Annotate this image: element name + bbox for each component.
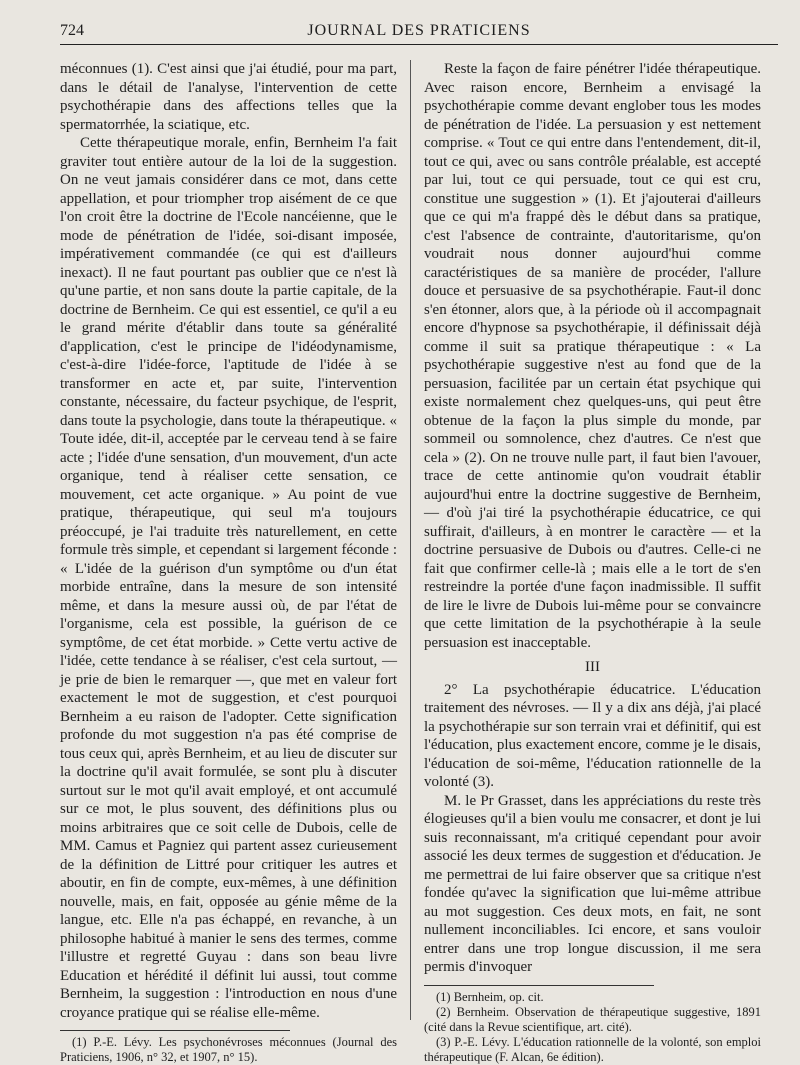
page-header xyxy=(60,14,778,45)
paragraph: Cette thérapeutique morale, enfin, Bernheim l'a fait graviter tout entière autour de la loi de la suggestion. On ne veut jamais considérer dans ce mot, dans cette appellation, et pour triompher trop aisément de ce que l'on croit être la doctrine de l'Ecole nancéienne, que le mode de pénétration de l'idée, soi-disant imposée, impérativement commandée (ce qui est d'ailleurs inexact). Il ne faut pourtant pas oublier que ce n'est là qu'une partie, et non sans doute la partie capitale, de la doctrine de Bernheim. Ce qui est essentiel, ce qu'il a eu le grand mérite d'établir dans toute sa généralité d'application, c'est le principe de l'idéodynamisme, c'est-à-dire l'idée-force, l'aptitude de l'idée à se transformer en acte et, par suite, l'intervention constante, nécessaire, du facteur psychique, de l'esprit, dans toute la psychologie, dans toute la thérapeutique. « Toute idée, dit-il, acceptée par le cerveau tend à se faire acte ; l'idée d'une sensation, d'un mouvement, d'un acte organique, tend à réaliser cette sensation, ce mouvement, cet acte organique. » Au point de vue pratique, thérapeutique, qui seul m'a toujours préoccupé, je l'ai traduite très naturellement, en cette formule très simple, et cependant si largement féconde : « L'idée de la guérison d'un symptôme ou d'un état morbide entraîne, dans la mesure de son intensité même, et dans la mesure aussi où, de par l'état de l'organisme, cela est possible, la guérison de ce symptôme, de cet état morbide. » Cette vertu active de l'idée, cette tendance à se réaliser, c'est cela surtout, — je prie de bien le remarquer —, que met en valeur fort exactement le mot de suggestion, et c'est pourquoi Bernheim a eu raison de l'adopter. Cette signification profonde du mot suggestion n'a pas été comprise de tous ceux qui, après Bernheim, et au lieu de discuter sur la doctrine qu'il avait formulée, se sont plu à discuter surtout sur le mot qu'il avait employé, et ont accumulé sur ce mot, le plus souvent, des définitions plus ou moins arbitraires que ce soit celle de Dubois, celle de MM. Camus et Pagniez qui partent assez curieusement de la définition de Littré pour critiquer les autres et aboutir, en fin de compte, eux-mêmes, à une définition nouvelle, mais, en fait, opposée au génie même de la langue, etc. Elle n'a pas échappé, en revanche, à un philosophe habitué à manier le sens des termes, comme l'illustre et regretté Guyau : dans son beau livre Education et hérédité il définit lui aussi, tout comme Bernheim, la suggestion : l'introduction en nous d'une croyance pratique qui se réalise elle-même. xyxy=(60,135,397,1021)
footnote-rule xyxy=(60,1030,290,1031)
column-divider xyxy=(410,60,411,1020)
footnote: (1) Bernheim, op. cit. xyxy=(436,989,544,1004)
right-column xyxy=(424,60,761,1065)
footnotes xyxy=(60,1035,397,1065)
section-number: III xyxy=(585,659,600,675)
paragraph: méconnues (1). C'est ainsi que j'ai étudié, pour ma part, dans le détail de l'analyse, l'intervention de cette psychothérapie dans des affections telles que la spermatorrhée, la sciatique, etc. xyxy=(60,61,397,133)
footnote: (2) Bernheim. Observation de thérapeutique suggestive, 1891 (cité dans la Revue scientifique, art. cité). xyxy=(424,1004,761,1034)
page-number: 724 xyxy=(60,22,84,39)
paragraph: Reste la façon de faire pénétrer l'idée thérapeutique. Avec raison encore, Bernheim a envisagé la psychothérapie comme devant englober tous les modes de pénétration de l'idée. La persuasion y est nettement comprise. « Tout ce qui entre dans l'entendement, dit-il, tout ce qui, avec ou sans contrôle préalable, est accepté par lui, tout ce qui persuade, tout ce qui est cru, constitue une suggestion » (1). Et j'ajouterai d'ailleurs que ce qui m'a frappé dès le début dans sa pratique, c'est l'absence de contrainte, d'autoritarisme, qu'on voudrait nous donner aujourd'hui comme caractéristiques de sa manière de procéder, l'allure douce et persuasive de sa psychothérapie. Faut-il donc s'en étonner, alors que, à la période où il accompagnait encore d'hypnose sa psychothérapie, il définissait déjà comme il suit sa pratique thérapeutique : « La psychothérapie suggestive n'est au fond que de la persuasion, facilitée par un certain état psychique qui existe normalement chez quelques-uns, qui peut être obtenue de la façon la plus simple du monde, par sommeil ou somnolence, chez d'autres. Ce n'est que cela » (2). On ne trouve nulle part, il faut bien l'avouer, trace de cette antinomie qu'on voudrait établir aujourd'hui entre la doctrine suggestive de Bernheim, — d'où j'ai tiré la psychothérapie éducatrice, ce qui suffirait, d'ailleurs, à en montrer le caractère — et la doctrine persuasive de Dubois ou d'autres. Celle-ci ne fait que confirmer celle-là ; mais elle a le tort de s'en restreindre la portée d'une façon inadmissible. Il suffit de lire le livre de Dubois lui-même pour se convaincre que cette limitation de la psychothérapie à la seule persuasion est inacceptable. xyxy=(424,61,761,651)
journal-title: JOURNAL DES PRATICIENS xyxy=(307,22,531,39)
paragraph: M. le Pr Grasset, dans les appréciations du reste très élogieuses qu'il a bien voulu me consacrer, et dont je lui suis reconnaissant, m'a critiqué cependant pour avoir associé les deux termes de suggestion et d'éducation. Je me permettrai de lui faire observer que sa critique n'est fondée qu'avec la signification que lui-même attribue au mot suggestion. Ces deux mots, en fait, ne sont nullement inconciliables. Ici encore, et sans vouloir entrer dans une trop longue discussion, il me sera permis d'invoquer xyxy=(424,792,761,975)
footnote-rule xyxy=(424,985,654,986)
footnote: (1) P.-E. Lévy. Les psychonévroses méconnues (Journal des Praticiens, 1906, n° 32, et 1907, n° 15). xyxy=(60,1035,397,1064)
footnote: (3) P.-E. Lévy. L'éducation rationnelle de la volonté, son emploi thérapeutique (F. Alcan, 6e édition). xyxy=(424,1034,761,1064)
footnotes xyxy=(424,990,761,1065)
left-column xyxy=(60,60,397,1065)
paragraph: 2° La psychothérapie éducatrice. L'éducation traitement des névroses. — Il y a dix ans déjà, j'ai placé la psychothérapie sur son terrain vrai et définitif, qui est l'éducation, plus exactement encore, comme je le disais, l'éducation de soi-même, l'éducation rationnelle de la volonté (3). xyxy=(424,681,761,790)
